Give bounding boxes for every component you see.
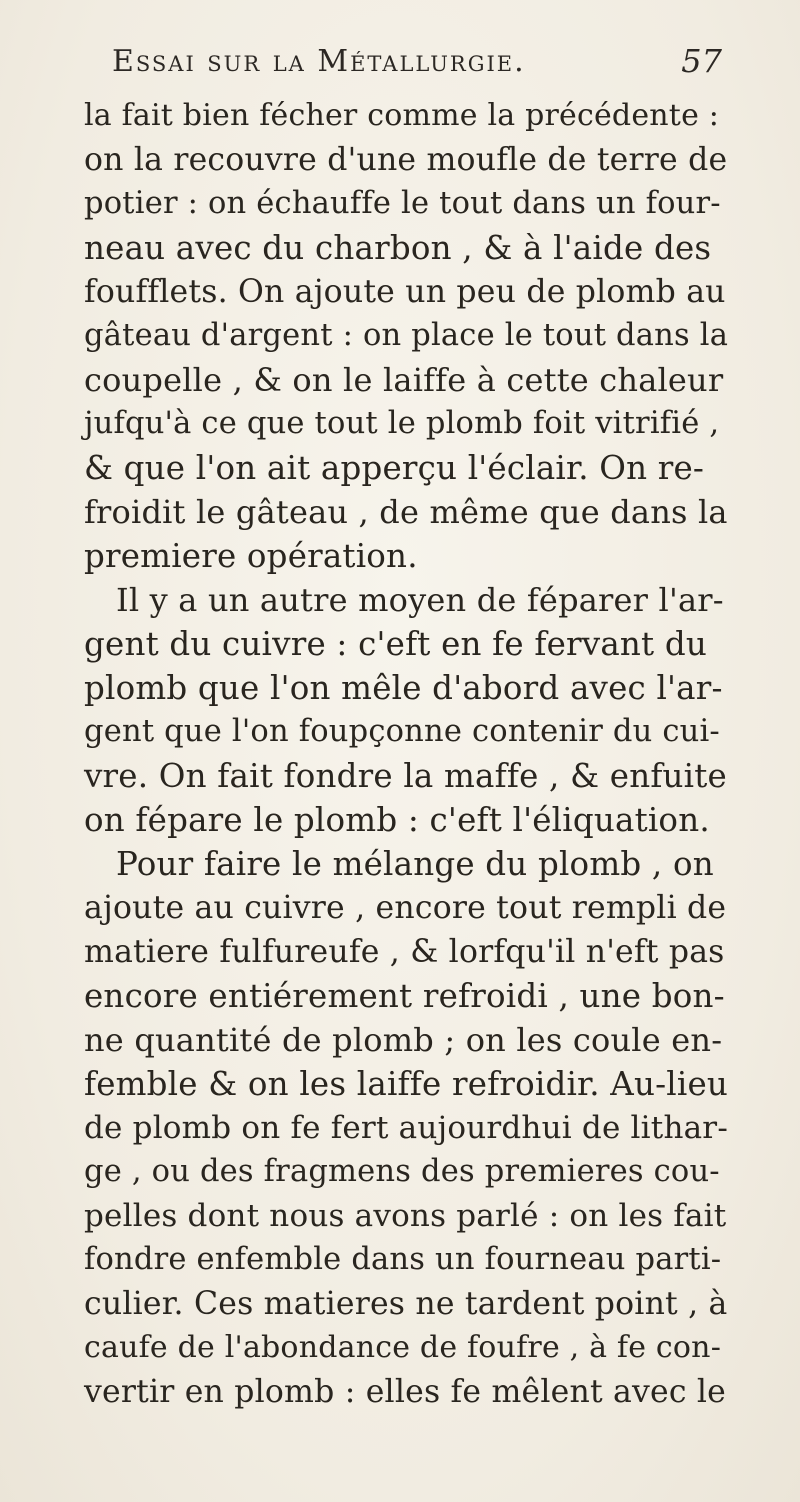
text-line: ne quantité de plomb ; on les coule en-: [84, 1021, 723, 1059]
text-line: coupelle , & on le laiffe à cette chaleur: [84, 361, 724, 399]
paragraph-start-line: Il y a un autre moyen de féparer l'ar-: [116, 581, 724, 619]
text-line: jufqu'à ce que tout le plomb foit vitrifié ,: [84, 406, 720, 441]
text-line: gent que l'on foupçonne contenir du cui-: [84, 714, 720, 749]
text-line: la fait bien fécher comme la précédente :: [84, 98, 720, 133]
text-line: froidit le gâteau , de même que dans la: [84, 493, 728, 531]
text-line: de plomb on fe fert aujourdhui de lithar-: [84, 1110, 728, 1146]
text-line: potier : on échauffe le tout dans un four-: [84, 186, 721, 221]
text-line: encore entiérement refroidi , une bon-: [84, 977, 725, 1015]
text-line: pelles dont nous avons parlé : on les fait: [84, 1198, 727, 1234]
text-line: culier. Ces matieres ne tardent point , à: [84, 1286, 728, 1322]
text-line: foufflets. On ajoute un peu de plomb au: [84, 274, 726, 310]
page-header: [112, 40, 722, 90]
text-line: caufe de l'abondance de foufre , à fe con-: [84, 1330, 722, 1365]
paragraph-start-line: Pour faire le mélange du plomb , on: [116, 845, 714, 883]
text-line: gâteau d'argent : on place le tout dans la: [84, 318, 729, 353]
text-line: on la recouvre d'une moufle de terre de: [84, 142, 728, 178]
text-line: on fépare le plomb : c'eft l'éliquation.: [84, 801, 710, 839]
text-line: premiere opération.: [84, 537, 418, 575]
text-line: ge , ou des fragmens des premieres cou-: [84, 1154, 720, 1189]
text-line: gent du cuivre : c'eft en fe fervant du: [84, 625, 707, 663]
text-line: matiere fulfureufe , & lorfqu'il n'eft pas: [84, 934, 725, 970]
text-line: & que l'on ait apperçu l'éclair. On re-: [84, 449, 705, 487]
text-line: vre. On fait fondre la maffe , & enfuite: [84, 757, 727, 795]
text-line: fondre enfemble dans un fourneau parti-: [84, 1242, 722, 1277]
text-line: femble & on les laiffe refroidir. Au-lieu: [84, 1065, 729, 1103]
page-number: 57: [681, 42, 722, 80]
running-title: Essai sur la Métallurgie.: [112, 44, 526, 79]
text-line: plomb que l'on mêle d'abord avec l'ar-: [84, 669, 723, 707]
text-line: neau avec du charbon , & à l'aide des: [84, 229, 712, 267]
text-line: vertir en plomb : elles fe mêlent avec le: [84, 1374, 727, 1410]
text-line: ajoute au cuivre , encore tout rempli de: [84, 890, 727, 926]
